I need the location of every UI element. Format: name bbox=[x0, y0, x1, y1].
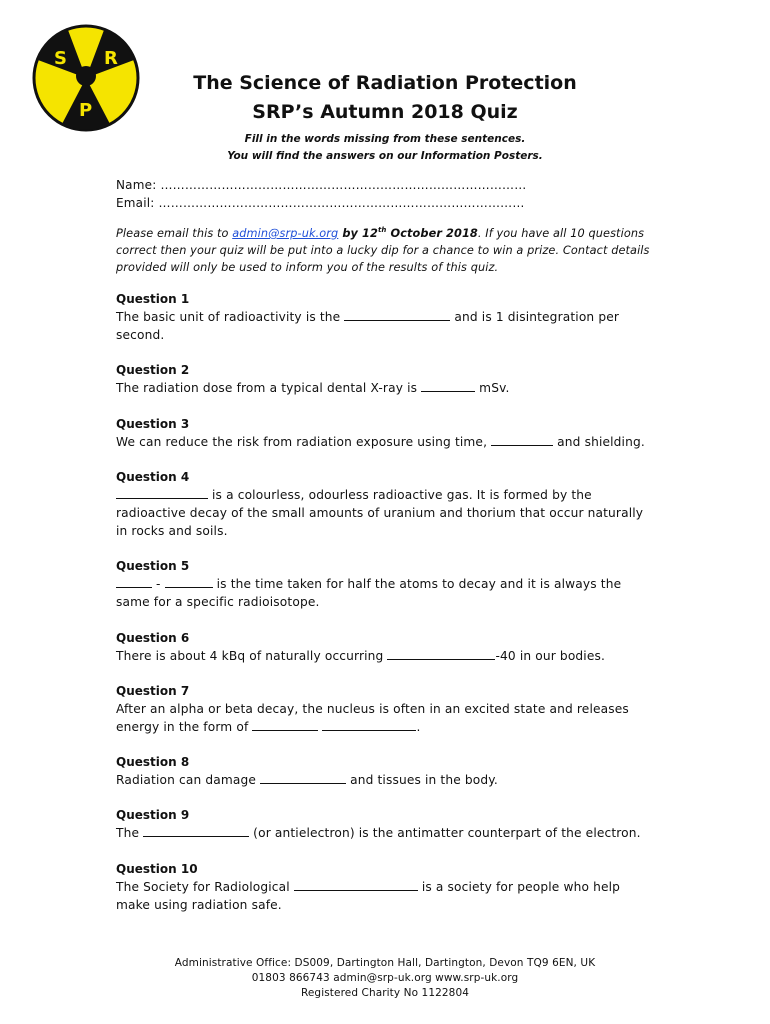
question-label: Question 2 bbox=[116, 363, 190, 377]
deadline-by: by 12 bbox=[338, 226, 378, 240]
answer-blank[interactable] bbox=[421, 379, 475, 392]
question-text: (or antielectron) is the antimatter counterpart of the electron. bbox=[249, 826, 641, 840]
question-text: -40 in our bodies. bbox=[495, 649, 606, 663]
footer-address: Administrative Office: DS009, Dartington Hall, Dartington, Devon TQ9 6EN, UK bbox=[174, 957, 596, 969]
question-label: Question 5 bbox=[116, 559, 190, 573]
question-label: Question 3 bbox=[116, 417, 190, 431]
answer-blank[interactable] bbox=[344, 308, 450, 321]
question-label: Question 10 bbox=[116, 862, 198, 876]
question-label: Question 9 bbox=[116, 808, 190, 822]
question-text: The basic unit of radioactivity is the bbox=[116, 310, 345, 324]
deadline-sup: th bbox=[377, 226, 387, 234]
question-label: Question 8 bbox=[116, 755, 190, 769]
answer-blank[interactable] bbox=[252, 718, 318, 731]
admin-email-link[interactable]: admin@srp-uk.org bbox=[232, 226, 339, 240]
question-10 bbox=[116, 860, 656, 914]
question-text: and shielding. bbox=[553, 435, 645, 449]
question-5 bbox=[116, 557, 656, 611]
question-7 bbox=[116, 682, 656, 736]
question-text: Radiation can damage bbox=[116, 773, 261, 787]
question-text: There is about 4 kBq of naturally occurring bbox=[116, 649, 388, 663]
deadline bbox=[338, 227, 478, 240]
logo-letter-p: P bbox=[79, 100, 93, 121]
subtitle-line-2: You will find the answers on our Information Posters. bbox=[227, 150, 543, 162]
question-text: We can reduce the risk from radiation exposure using time, bbox=[116, 435, 492, 449]
answer-blank[interactable] bbox=[116, 486, 208, 499]
deadline-date: October 2018 bbox=[386, 226, 478, 240]
question-text: and is 1 disintegration per second. bbox=[116, 310, 620, 342]
footer-contact: 01803 866743 admin@srp-uk.org www.srp-uk.org bbox=[251, 972, 519, 984]
instructions bbox=[116, 222, 664, 276]
logo-letter-r: R bbox=[104, 48, 118, 69]
srp-logo bbox=[32, 24, 140, 132]
question-text: is the time taken for half the atoms to decay and it is always the same for a specific radioisotope. bbox=[116, 577, 622, 609]
question-text: and tissues in the body. bbox=[346, 773, 498, 787]
answer-blank[interactable] bbox=[260, 771, 346, 784]
instructions-prefix: Please email this to bbox=[116, 226, 233, 240]
footer-charity: Registered Charity No 1122804 bbox=[300, 987, 470, 999]
question-text: is a society for people who help make using radiation safe. bbox=[116, 880, 621, 912]
subtitle-line-1: Fill in the words missing from these sentences. bbox=[244, 133, 526, 145]
question-3 bbox=[116, 415, 656, 451]
instructions-rest: . If you have all 10 questions correct then your quiz will be put into a lucky dip for a chance to win a prize. Contact details provided will only be used to inform you of the results of this quiz. bbox=[116, 226, 650, 274]
question-1 bbox=[116, 290, 656, 344]
answer-blank[interactable] bbox=[116, 575, 152, 588]
answer-blank[interactable] bbox=[143, 824, 249, 837]
question-8 bbox=[116, 753, 656, 789]
question-text: The bbox=[116, 826, 144, 840]
question-6 bbox=[116, 629, 656, 665]
answer-blank[interactable] bbox=[165, 575, 213, 588]
question-text: The Society for Radiological bbox=[116, 880, 294, 894]
question-label: Question 1 bbox=[116, 292, 190, 306]
question-text: . bbox=[416, 720, 421, 734]
answer-blank[interactable] bbox=[387, 647, 495, 660]
question-text: - bbox=[152, 577, 165, 591]
email-field[interactable]: Email: ……………………………………………………………………………… bbox=[116, 196, 525, 210]
title-line-2: SRP’s Autumn 2018 Quiz bbox=[252, 101, 518, 123]
question-label: Question 4 bbox=[116, 470, 190, 484]
answer-blank[interactable] bbox=[294, 878, 418, 891]
logo-center-dot bbox=[76, 66, 96, 86]
logo-letter-s: S bbox=[54, 48, 67, 69]
answer-blank[interactable] bbox=[322, 718, 416, 731]
answer-blank[interactable] bbox=[491, 433, 553, 446]
question-text: After an alpha or beta decay, the nucleus is often in an excited state and releases energy in the form of bbox=[116, 702, 629, 734]
question-label: Question 7 bbox=[116, 684, 190, 698]
question-2 bbox=[116, 361, 656, 397]
question-label: Question 6 bbox=[116, 631, 190, 645]
name-field[interactable]: Name: ……………………………………………………………………………… bbox=[116, 178, 527, 192]
question-4 bbox=[116, 468, 656, 540]
question-text: mSv. bbox=[475, 381, 510, 395]
question-text: is a colourless, odourless radioactive gas. It is formed by the radioactive decay of the small amounts of uranium and thorium that occur naturally in rocks and soils. bbox=[116, 488, 644, 538]
title-line-1: The Science of Radiation Protection bbox=[193, 72, 577, 94]
question-9 bbox=[116, 806, 656, 842]
question-text: The radiation dose from a typical dental X-ray is bbox=[116, 381, 422, 395]
